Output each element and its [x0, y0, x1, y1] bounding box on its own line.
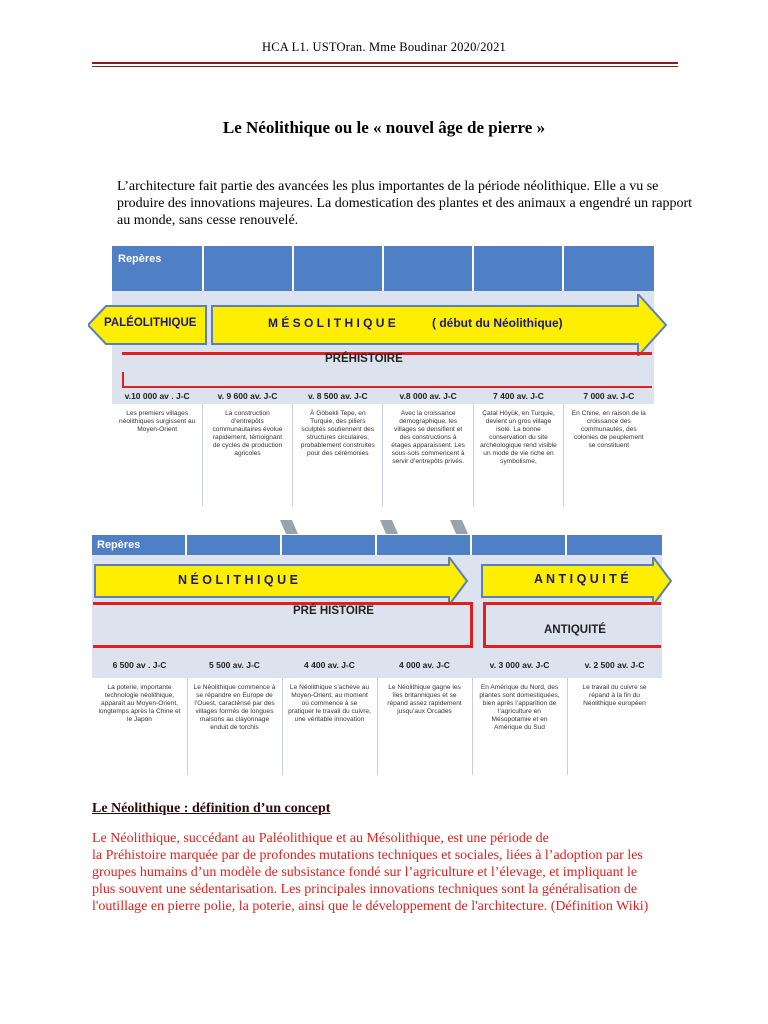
date-cell: v.8 000 av. J-C — [399, 391, 457, 401]
table2-red-underline-right — [483, 645, 661, 648]
definition-line: l'outillage en pierre polie, la poterie, ainsi que le développement de l'architecture. (Définition Wiki) — [92, 899, 649, 914]
table2-band-right: ANTIQUITÉ — [544, 624, 606, 636]
table2-arrow-antiquite: A N T I Q U I T É — [534, 572, 629, 586]
header-rule-thin — [92, 66, 678, 67]
description-cell: Avec la croissance démographique, les villages se densifient et des constructions à étages apparaissent. Les sous-sols commencent à servir d’entrepôts privés. — [391, 410, 465, 465]
date-cell: v. 9 600 av. J-C — [217, 391, 278, 401]
description-cell: Le Néolithique commence à se répandre en Europe de l’Ouest, caractérisé par des villages formés de longues maisons au clayonnage enduit de torchis — [193, 684, 276, 731]
description-cell: Le Néolithique s’achève au Moyen-Orient, au moment où commence à se pratiquer le travail du cuivre, une véritable innovation — [288, 684, 371, 723]
definition-paragraph — [92, 830, 717, 915]
header-rule — [92, 62, 678, 64]
description-cell: Le travail du cuivre se répand à la fin du Néolithique européen — [582, 684, 647, 707]
table1-descriptions — [112, 410, 654, 466]
definition-line: Le Néolithique, succédant au Paléolithique et au Mésolithique, est une période de — [92, 831, 549, 846]
table1-band-label: PRÉHISTOIRE — [325, 353, 403, 365]
date-cell: 6 500 av . J-C — [112, 660, 167, 670]
date-cell: 4 000 av. J-C — [399, 660, 450, 670]
table1-dates — [112, 391, 654, 403]
table2-header-row — [92, 535, 662, 555]
date-cell: v.10 000 av . J-C — [124, 391, 190, 401]
table1-header-row — [112, 246, 654, 291]
description-cell: En Chine, en raison de la croissance des communautés, des colonies de peuplement se constituent — [571, 410, 646, 449]
date-cell: 7 400 av. J-C — [493, 391, 544, 401]
date-cell: 4 400 av. J-C — [304, 660, 355, 670]
description-cell: À Göbekli Tepe, en Turquie, des piliers sculptés soutiennent des structures circulaires, probablement construites pour des cérémonies — [300, 410, 375, 457]
description-cell: En Amérique du Nord, des plantes sont domestiquées, bien après l’apparition de l’agriculture en Mésopotamie et en Amérique du Sud — [479, 684, 560, 731]
description-cell: Le Néolithique gagne les îles britanniques et se répand assez rapidement jusqu’aux Orcades — [387, 684, 462, 715]
description-cell: La construction d’entrepôts communautaires évolue rapidement, témoignant de cycles de production agricoles — [212, 410, 283, 457]
section-title: Le Néolithique : définition d’un concept — [92, 801, 331, 816]
table2-header-label: Repères — [97, 539, 141, 551]
definition-line: la Préhistoire marquée par de profondes mutations techniques et sociales, liées à l’adoption par les — [92, 848, 643, 863]
table2-red-vertical-right — [483, 602, 486, 648]
date-cell: 5 500 av. J-C — [209, 660, 260, 670]
date-cell: 7 000 av. J-C — [583, 391, 635, 401]
table2-red-line-right — [483, 602, 661, 605]
page-header: HCA L1. USTOran. Mme Boudinar 2020/2021 — [261, 40, 507, 54]
table2-red-line-left — [93, 602, 473, 605]
table1-arrow-paleolithique: PALÉOLITHIQUE — [104, 317, 197, 329]
definition-line: plus souvent une sédentarisation. Les principales innovations techniques sont la généralisation de — [92, 882, 638, 897]
table1-arrow-mesolithique: M É S O L I T H I Q U E — [268, 316, 396, 330]
date-cell: v. 8 500 av. J-C — [307, 391, 368, 401]
definition-line: groupes humains d’un modèle de subsistance fondé sur l’agriculture et l’élevage, et impliquant le — [92, 865, 638, 880]
description-cell: La poterie, importante technologie néolithique, apparaît au Moyen-Orient, longtemps après la Chine et le Japon — [98, 684, 181, 723]
table2-red-vertical — [470, 602, 473, 648]
table2-arrow-neolithique: N É O L I T H I Q U E — [178, 573, 298, 587]
table2-dates — [92, 660, 662, 672]
table2-band-left: PRÉ HISTOIRE — [293, 605, 374, 617]
table1-red-underline — [122, 386, 652, 388]
description-cell: Les premiers villages néolithiques surgissent au Moyen-Orient — [119, 410, 196, 433]
date-cell: v. 2 500 av. J-C — [584, 660, 645, 670]
description-cell: Çatal Höyük, en Turquie, devient un gros village isolé. La bonne conservation du site archéologique rend visible un mode de vie riche en symbolisme, — [480, 410, 557, 465]
date-cell: v. 3 000 av. J-C — [489, 660, 550, 670]
page-title: Le Néolithique ou le « nouvel âge de pierre » — [222, 118, 546, 137]
table1-arrow-note: ( début du Néolithique) — [432, 316, 563, 330]
table1-header-label: Repères — [118, 253, 162, 265]
intro-paragraph: L’architecture fait partie des avancées les plus importantes de la période néolithique. Elle a vu se produire des innovations majeures. La domestication des plantes et des animaux a engendré un rapport au monde, sans cesse renouvelé. — [117, 179, 692, 228]
table2-red-underline-left — [93, 645, 473, 648]
